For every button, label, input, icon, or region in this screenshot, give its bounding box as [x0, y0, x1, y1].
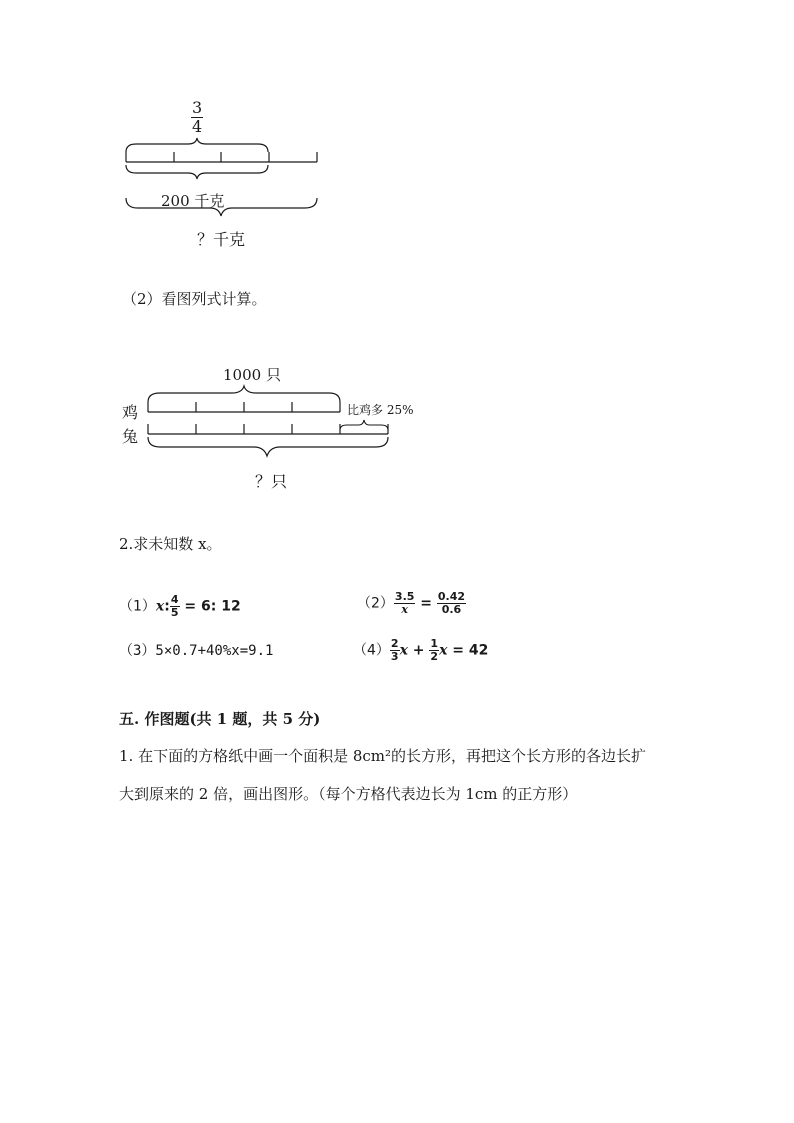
- extra-label: 比鸡多 25%: [347, 403, 414, 417]
- eq1-frac-num: 4: [170, 593, 179, 606]
- equation-1: [119, 594, 241, 619]
- eq4-rest: = 42: [447, 642, 489, 659]
- eq4-a-num: 2: [390, 637, 399, 650]
- drawing-question-line-1: 1. 在下面的方格纸中画一个面积是 8cm²的长方形，再把这个长方形的各边长扩: [119, 747, 647, 765]
- eq1-rest: = 6: 12: [179, 598, 241, 615]
- eq2-equals: =: [415, 595, 437, 612]
- top-label: 1000 只: [223, 366, 281, 384]
- equation-2: [357, 591, 466, 616]
- eq2-frac2-den: 0.6: [441, 603, 462, 616]
- eq2-frac-num: 3.5: [394, 590, 415, 603]
- equation-3: （3）5×0.7+40%x=9.1: [119, 643, 274, 659]
- section-title-solve-x: 2.求未知数 x。: [119, 535, 222, 553]
- eq4-prefix: （4）: [353, 642, 390, 659]
- row-label-chicken: 鸡: [122, 403, 139, 422]
- eq2-fraction-right: [437, 591, 466, 616]
- whole-label: ？千克: [197, 230, 246, 249]
- section-heading-drawing: 五. 作图题(共 1 题，共 5 分): [119, 710, 321, 728]
- row-label-rabbit: 兔: [122, 427, 139, 446]
- fraction-numerator: 3: [192, 98, 203, 117]
- eq1-frac-den: 5: [170, 606, 179, 619]
- eq4-fraction-b: [429, 638, 439, 663]
- eq1-fraction: [170, 594, 180, 619]
- eq4-plus: +: [407, 642, 430, 659]
- extra-brace: [340, 420, 388, 430]
- eq4-a-den: 3: [390, 650, 399, 663]
- equation-4: [353, 638, 488, 663]
- fraction-denominator: 4: [192, 117, 203, 136]
- part-label: 200 千克: [161, 192, 225, 210]
- eq4-b-num: 1: [430, 637, 439, 650]
- eq4-b-den: 2: [430, 650, 439, 663]
- eq2-frac-den: x: [401, 603, 408, 616]
- eq4-var2: x: [439, 642, 448, 659]
- eq2-fraction-left: [394, 591, 416, 616]
- total-label: ？只: [255, 472, 288, 491]
- eq1-var: x: [155, 598, 165, 615]
- total-brace: [148, 437, 388, 456]
- drawing-question-line-2: 大到原来的 2 倍，画出图形。（每个方格代表边长为 1cm 的正方形）: [119, 785, 578, 803]
- q2-instruction: （2）看图列式计算。: [122, 290, 267, 308]
- eq2-frac2-num: 0.42: [437, 590, 466, 603]
- eq4-var1: x: [399, 642, 408, 659]
- eq2-prefix: （2）: [357, 595, 394, 612]
- eq1-colon: :: [164, 598, 170, 615]
- top-brace: [148, 386, 340, 402]
- eq1-prefix: （1）: [119, 598, 156, 615]
- eq4-fraction-a: [390, 638, 400, 663]
